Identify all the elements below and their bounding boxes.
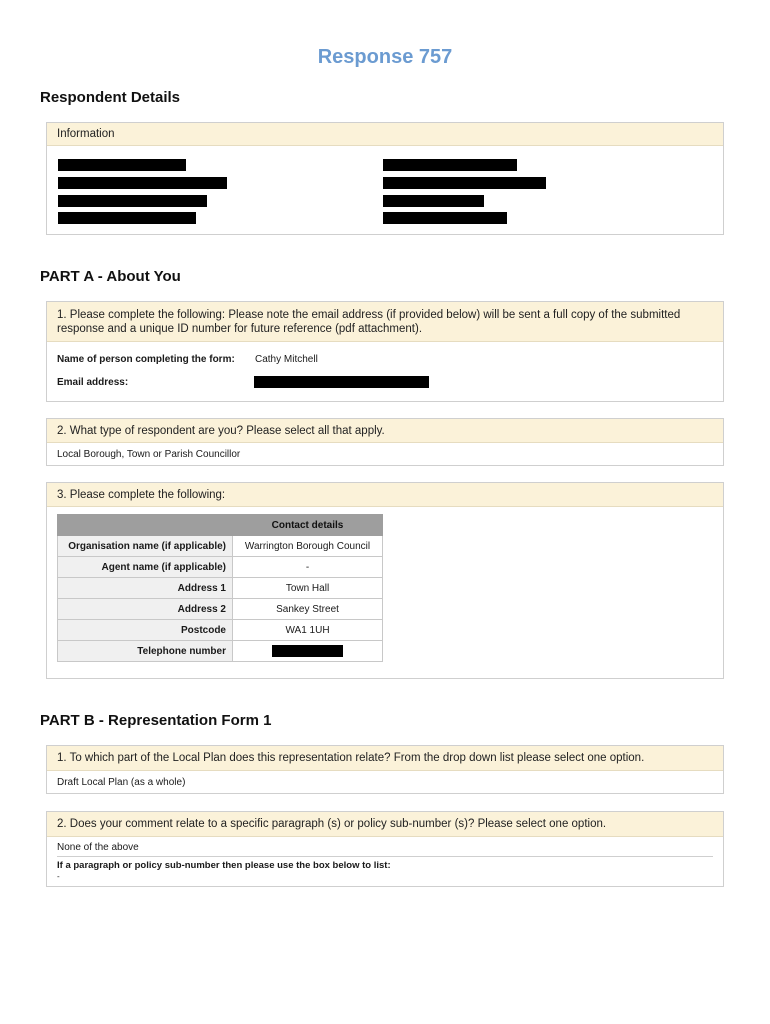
row-label: Address 1 xyxy=(58,578,233,599)
divider xyxy=(57,856,713,857)
information-box-title: Information xyxy=(47,123,723,146)
part-a-question-3 xyxy=(46,482,724,679)
page-title: Response 757 xyxy=(317,46,453,68)
table-header: Contact details xyxy=(233,515,383,536)
question-text: 2. What type of respondent are you? Please select all that apply. xyxy=(47,419,723,443)
question-text: 1. To which part of the Local Plan does this representation relate? From the drop down list please select one option. xyxy=(47,746,723,771)
row-value: WA1 1UH xyxy=(233,620,383,641)
followup-label: If a paragraph or policy sub-number then please use the box below to list: xyxy=(57,860,391,871)
redacted-text xyxy=(383,195,484,207)
answer-text: Draft Local Plan (as a whole) xyxy=(57,777,186,788)
question-text: 3. Please complete the following: xyxy=(47,483,723,507)
table-row xyxy=(58,578,383,599)
row-label: Telephone number xyxy=(58,641,233,662)
email-label: Email address: xyxy=(57,377,129,388)
row-value xyxy=(233,641,383,662)
followup-value: - xyxy=(57,872,60,881)
redacted-text xyxy=(58,159,186,171)
redacted-email xyxy=(254,376,429,388)
table-header-row xyxy=(58,515,383,536)
answer-text: None of the above xyxy=(57,842,139,853)
row-label: Postcode xyxy=(58,620,233,641)
part-b-heading: PART B - Representation Form 1 xyxy=(40,712,272,729)
table-row xyxy=(58,599,383,620)
redacted-text xyxy=(58,195,207,207)
name-label: Name of person completing the form: xyxy=(57,354,235,365)
part-b-question-2 xyxy=(46,811,724,887)
table-row xyxy=(58,536,383,557)
part-a-question-2 xyxy=(46,418,724,466)
redacted-text xyxy=(383,212,507,224)
table-header-blank xyxy=(58,515,233,536)
row-label: Agent name (if applicable) xyxy=(58,557,233,578)
row-value: Town Hall xyxy=(233,578,383,599)
question-text: 1. Please complete the following: Please note the email address (if provided below) will be sent a full copy of the submitted response and a unique ID number for future reference (pdf attachment). xyxy=(47,302,723,342)
row-label: Address 2 xyxy=(58,599,233,620)
redacted-text xyxy=(383,159,517,171)
respondent-details-heading: Respondent Details xyxy=(40,89,181,106)
row-label: Organisation name (if applicable) xyxy=(58,536,233,557)
information-box xyxy=(46,122,724,235)
redacted-phone xyxy=(272,645,343,657)
row-value: - xyxy=(233,557,383,578)
row-value: Sankey Street xyxy=(233,599,383,620)
redacted-text xyxy=(58,177,227,189)
row-value: Warrington Borough Council xyxy=(233,536,383,557)
part-b-question-1 xyxy=(46,745,724,794)
table-row xyxy=(58,641,383,662)
redacted-text xyxy=(383,177,546,189)
table-row xyxy=(58,620,383,641)
contact-details-table xyxy=(57,514,383,662)
redacted-text xyxy=(58,212,196,224)
part-a-question-1 xyxy=(46,301,724,402)
answer-text: Local Borough, Town or Parish Councillor xyxy=(57,449,241,460)
table-row xyxy=(58,557,383,578)
part-a-heading: PART A - About You xyxy=(40,268,181,285)
question-text: 2. Does your comment relate to a specific paragraph (s) or policy sub-number (s)? Please select one option. xyxy=(47,812,723,837)
name-value: Cathy Mitchell xyxy=(255,354,318,365)
